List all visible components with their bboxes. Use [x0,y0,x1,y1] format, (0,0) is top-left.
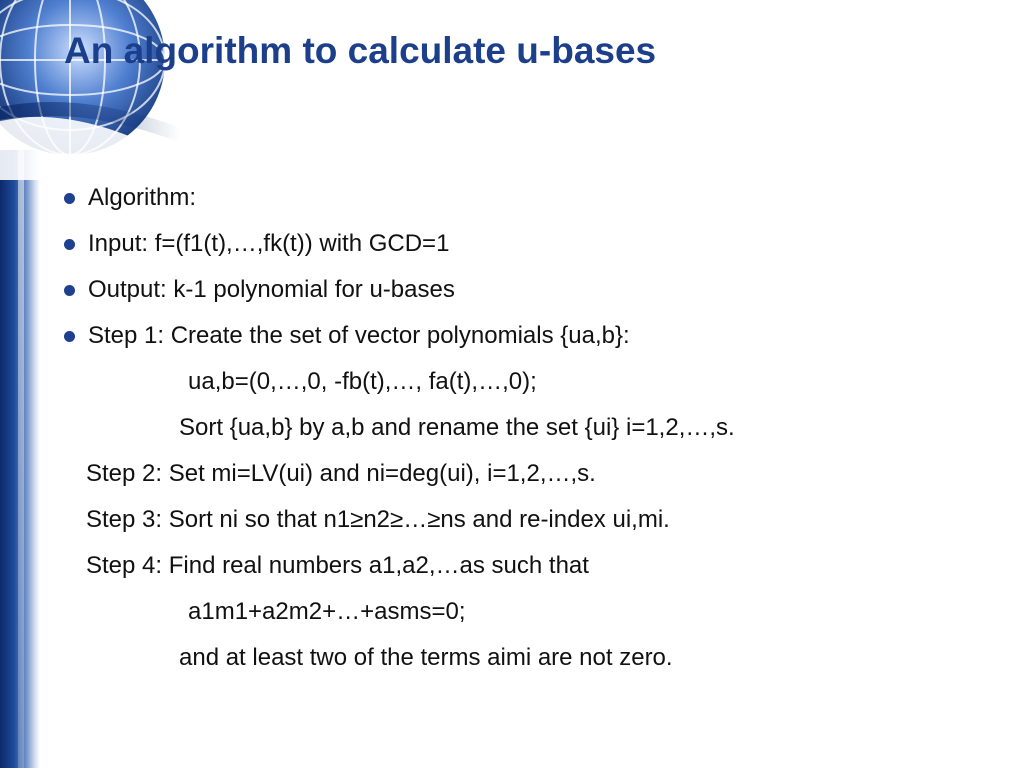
text-line: Sort {ua,b} by a,b and rename the set {ui} i=1,2,…,s. [179,414,735,441]
bullet-line: Algorithm: [88,184,197,211]
slide-title: An algorithm to calculate u-bases [64,30,657,71]
text-line: and at least two of the terms aimi are not zero. [179,644,673,671]
bullet-line: Output: k-1 polynomial for u-bases [88,276,455,303]
text-line: Step 4: Find real numbers a1,a2,…as such that [86,552,589,579]
bullet-dot [64,239,75,250]
bullet-dot [64,285,75,296]
bullet-line: Step 1: Create the set of vector polynomials {ua,b}: [88,322,630,349]
text-line: a1m1+a2m2+…+asms=0; [188,598,466,625]
text-line: ua,b=(0,…,0, -fb(t),…, fa(t),…,0); [188,368,537,395]
bullet-dot [64,331,75,342]
bullet-line: Input: f=(f1(t),…,fk(t)) with GCD=1 [88,230,450,257]
text-line: Step 2: Set mi=LV(ui) and ni=deg(ui), i=1,2,…,s. [86,460,596,487]
bullet-dot [64,193,75,204]
text-line: Step 3: Sort ni so that n1≥n2≥…≥ns and re-index ui,mi. [86,506,670,533]
